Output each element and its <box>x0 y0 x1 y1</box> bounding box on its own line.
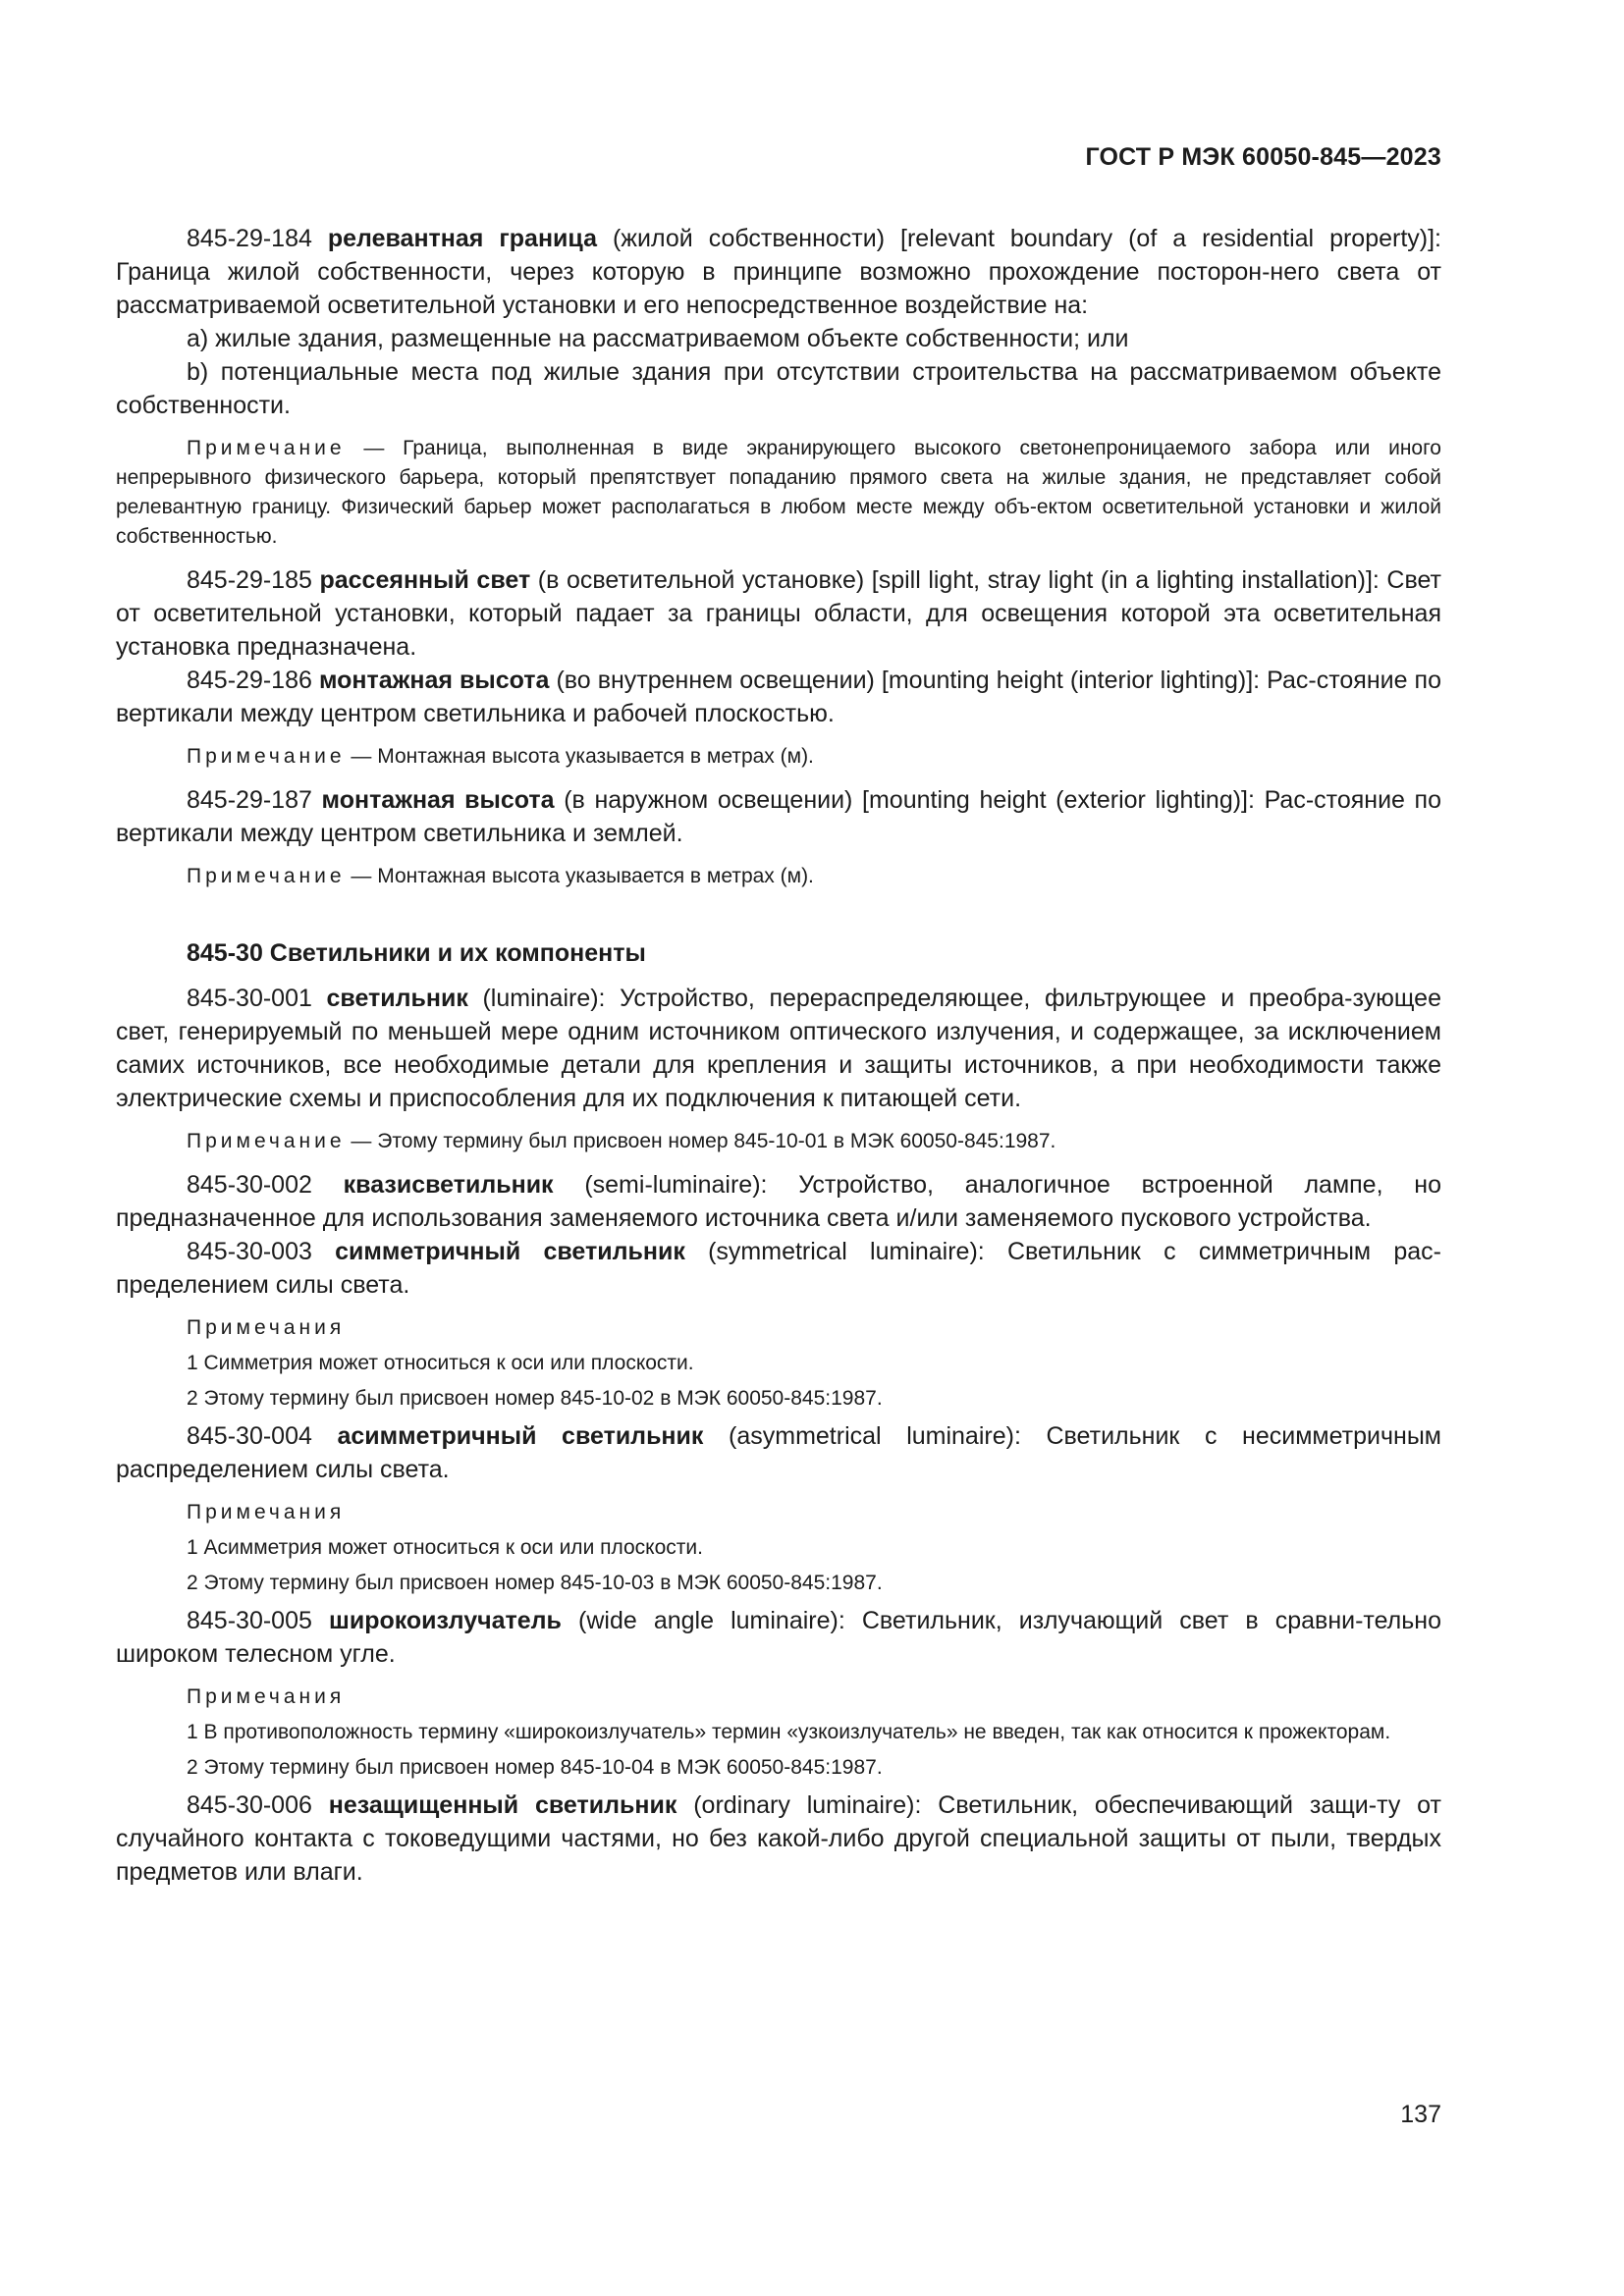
entry-term: релевантная граница <box>327 225 597 252</box>
entry-845-29-184 <box>116 222 1441 322</box>
entry-definition: (wide angle luminaire): Светильник, излучающий свет в сравни-тельно широком телесном угле. <box>116 1607 1441 1668</box>
entry-term: асимметричный светильник <box>337 1422 704 1450</box>
note-label: Примечание <box>187 437 346 459</box>
entry-term: незащищенный светильник <box>328 1791 677 1819</box>
note-text: — Монтажная высота указывается в метрах (м). <box>345 745 814 768</box>
notes-title: Примечания <box>187 1316 346 1339</box>
entry-definition: (жилой собственности) [relevant boundary (of a residential property)]: Граница жилой собственности, через которую в принципе возможно прохождение посторон-него света от рассматриваемой осветительной установки и его непосредственное воздействие на: <box>116 225 1441 319</box>
entry-number: 845-29-185 <box>187 566 312 594</box>
entry-845-30-006 <box>116 1789 1441 1889</box>
entry-845-29-187 <box>116 783 1441 850</box>
entry-term: монтажная высота <box>318 667 550 694</box>
entry-term: симметричный светильник <box>335 1238 685 1265</box>
note-label: Примечание <box>187 1130 346 1152</box>
entry-term: светильник <box>326 985 468 1012</box>
page-number: 137 <box>1400 2101 1441 2128</box>
entry-term: широкоизлучатель <box>328 1607 562 1634</box>
notes-title: Примечания <box>187 1501 346 1523</box>
note-text: — Этому термину был присвоен номер 845-10-01 в МЭК 60050-845:1987. <box>345 1130 1056 1152</box>
entry-number: 845-30-001 <box>187 985 312 1012</box>
standard-header: ГОСТ Р МЭК 60050-845—2023 <box>1085 143 1441 171</box>
section-heading: 845-30 Светильники и их компоненты <box>187 939 646 967</box>
note-item: 1 Асимметрия может относиться к оси или плоскости. <box>187 1536 703 1559</box>
entry-term: монтажная высота <box>321 786 555 814</box>
entry-number: 845-29-187 <box>187 786 312 814</box>
entry-definition: (semi-luminaire): Устройство, аналогичное встроенной лампе, но предназначенное для использования заменяемого источника света и/или заменяемого пускового устройства. <box>116 1171 1441 1232</box>
entry-note <box>116 434 1441 552</box>
entry-definition: (ordinary luminaire): Светильник, обеспечивающий защи-ту от случайного контакта с токоведущими частями, но без какой-либо другой специальной защиты от пыли, твердых предметов или влаги. <box>116 1791 1441 1886</box>
entry-definition: (в наружном освещении) [mounting height (exterior lighting)]: Рас-стояние по вертикали между центром светильника и землей. <box>116 786 1442 847</box>
note-text: — Монтажная высота указывается в метрах (м). <box>345 865 814 887</box>
entry-definition: (symmetrical luminaire): Светильник с симметричным рас-пределением силы света. <box>116 1238 1441 1299</box>
entry-number: 845-30-002 <box>187 1171 312 1199</box>
list-item-b: b) потенциальные места под жилые здания при отсутствии строительства на рассматриваемом объекте собственности. <box>116 358 1441 419</box>
list-item-a: a) жилые здания, размещенные на рассматриваемом объекте собственности; или <box>187 325 1129 352</box>
entry-845-30-001 <box>116 982 1441 1115</box>
entry-term: квазисветильник <box>343 1171 554 1199</box>
entry-number: 845-30-006 <box>187 1791 312 1819</box>
entry-definition: (luminaire): Устройство, перераспределяющее, фильтрующее и преобра-зующее свет, генерируемый по меньшей мере одним источником оптического излучения, и содержащее, за исключением самих источников, все необходимые детали для крепления и защиты источников, а при необходимости также электрические схемы и приспособления для их подключения к питающей сети. <box>116 985 1441 1112</box>
entry-term: рассеянный свет <box>319 566 531 594</box>
entry-note <box>116 742 1441 772</box>
entry-845-29-186 <box>116 664 1441 730</box>
entry-845-30-005 <box>116 1604 1441 1671</box>
note-item: 2 Этому термину был присвоен номер 845-10-03 в МЭК 60050-845:1987. <box>187 1572 883 1594</box>
entry-definition: (asymmetrical luminaire): Светильник с несимметричным распределением силы света. <box>116 1422 1441 1483</box>
entry-number: 845-29-184 <box>187 225 312 252</box>
entry-number: 845-30-005 <box>187 1607 312 1634</box>
entry-845-30-003 <box>116 1235 1441 1302</box>
entry-note <box>116 862 1441 891</box>
note-label: Примечание <box>187 745 346 768</box>
note-item: 1 Симметрия может относиться к оси или плоскости. <box>187 1352 694 1374</box>
entry-definition: (во внутреннем освещении) [mounting height (interior lighting)]: Рас-стояние по вертикали между центром светильника и рабочей плоскостью. <box>116 667 1441 727</box>
note-item: 1 В противоположность термину «широкоизлучатель» термин «узкоизлучатель» не введен, так как относится к прожекторам. <box>187 1721 1391 1743</box>
notes-title: Примечания <box>187 1685 346 1708</box>
note-item: 2 Этому термину был присвоен номер 845-10-02 в МЭК 60050-845:1987. <box>187 1387 883 1410</box>
note-item: 2 Этому термину был присвоен номер 845-10-04 в МЭК 60050-845:1987. <box>187 1756 883 1779</box>
entry-845-29-185 <box>116 563 1441 664</box>
entry-note <box>116 1127 1441 1156</box>
entry-number: 845-30-003 <box>187 1238 312 1265</box>
entry-845-30-002 <box>116 1168 1441 1235</box>
note-text: — Граница, выполненная в виде экранирующего высокого светонепроницаемого забора или иного непрерывного физического барьера, который препятствует попаданию прямого света на жилые здания, не представляет собой релевантную границу. Физический барьер может располагаться в любом месте между объ-ектом осветительной установки и жилой собственностью. <box>116 437 1441 548</box>
entry-number: 845-30-004 <box>187 1422 312 1450</box>
entry-845-30-004 <box>116 1419 1441 1486</box>
note-label: Примечание <box>187 865 346 887</box>
page-content <box>116 222 1441 1889</box>
entry-definition: (в осветительной установке) [spill light, stray light (in a lighting installation)]: Свет от осветительной установки, который падает за границы области, для освещения которой эта осветительная установка предназначена. <box>116 566 1441 661</box>
entry-number: 845-29-186 <box>187 667 312 694</box>
